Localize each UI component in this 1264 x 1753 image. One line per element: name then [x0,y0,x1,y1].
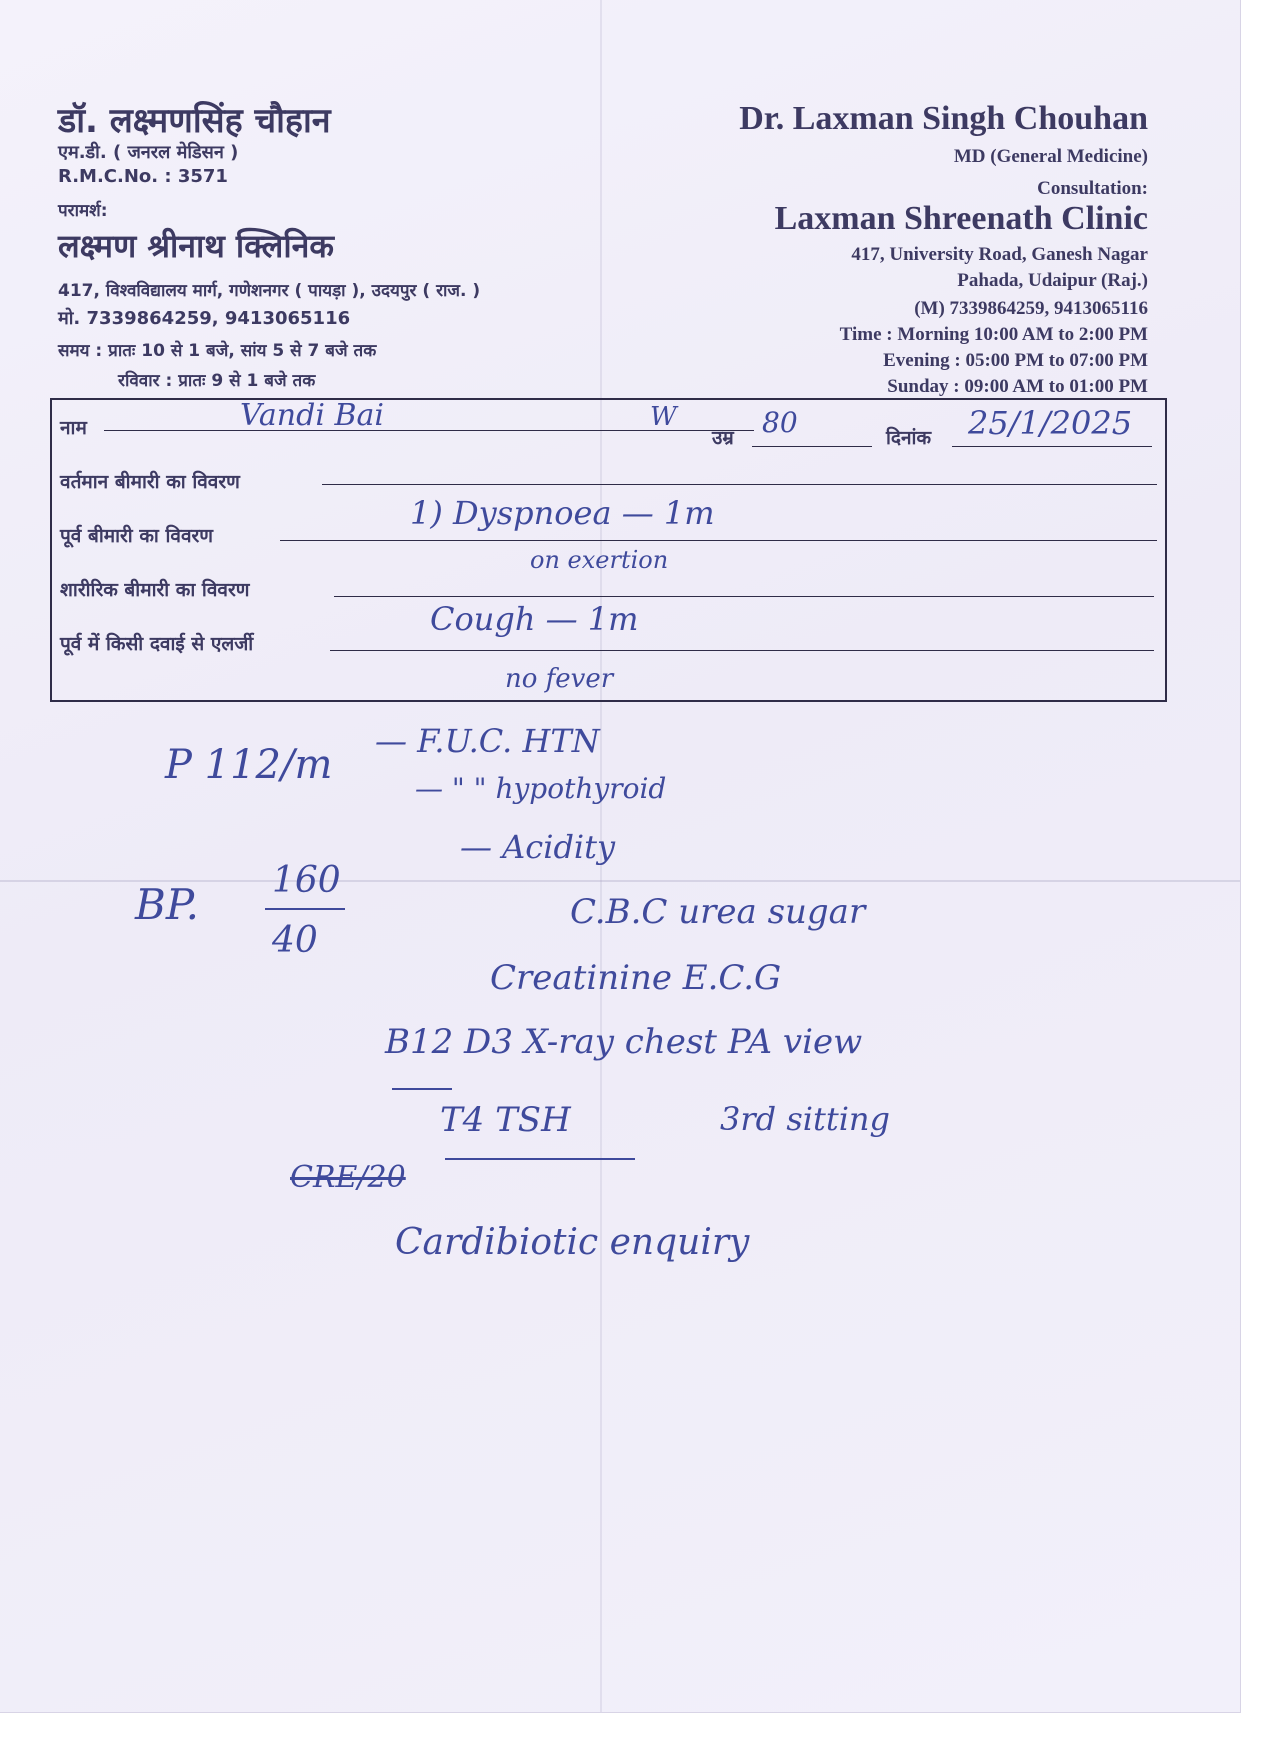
history-acidity: — Acidity [460,828,616,866]
degree-english: MD (General Medicine) [953,146,1148,167]
patient-sex-handwritten: W [650,402,677,432]
address-line2-english: Pahada, Udaipur (Raj.) [957,270,1148,291]
current-illness-label: वर्तमान बीमारी का विवरण [60,471,240,493]
evening-timing-english: Evening : 05:00 PM to 07:00 PM [883,350,1148,371]
history-hypothyroid: — " " hypothyroid [415,772,667,805]
sunday-timing-english: Sunday : 09:00 AM to 01:00 PM [887,376,1148,397]
name-label: नाम [60,417,87,439]
history-htn: — F.U.C. HTN [375,722,600,760]
thyroid-underline [445,1158,635,1160]
sunday-timing-hindi: रविवार : प्रातः 9 से 1 बजे तक [118,371,316,391]
bp-fraction-line [265,908,345,910]
complaint-cough: Cough — 1m [430,600,639,638]
bp-systolic: 160 [272,860,341,901]
physical-illness-underline [334,596,1154,597]
medication-note: Cardibiotic enquiry [395,1222,750,1263]
complaint-dyspnoea-detail: on exertion [530,546,669,574]
visit-date-handwritten: 25/1/2025 [968,404,1133,442]
struck-out-note: CRE/20 [290,1160,406,1195]
clinic-name-hindi: लक्ष्मण श्रीनाथ क्लिनिक [58,227,334,265]
date-label: दिनांक [886,427,932,449]
past-illness-label: पूर्व बीमारी का विवरण [60,525,214,547]
timing-hindi: समय : प्रातः 10 से 1 बजे, सांय 5 से 7 बजे तक [58,341,377,361]
physical-illness-label: शारीरिक बीमारी का विवरण [60,579,250,601]
sitting-note: 3rd sitting [720,1100,891,1138]
current-illness-underline [322,484,1157,485]
doctor-name-hindi: डॉ. लक्ष्मणसिंह चौहान [58,101,331,141]
consultation-label-hindi: परामर्श: [58,201,108,221]
investigation-thyroid: T4 TSH [440,1100,571,1140]
address-hindi: 417, विश्वविद्यालय मार्ग, गणेशनगर ( पायड़ा ), उदयपुर ( राज. ) [58,281,481,301]
clinic-name-english: Laxman Shreenath Clinic [774,200,1148,237]
address-line1-english: 417, University Road, Ganesh Nagar [851,244,1148,265]
consultation-label-english: Consultation: [1037,178,1148,199]
bp-label: BP. [135,880,199,929]
drug-allergy-label: पूर्व में किसी दवाई से एलर्जी [60,633,254,655]
degree-hindi: एम.डी. ( जनरल मेडिसन ) [58,142,239,163]
investigation-creatinine-ecg: Creatinine E.C.G [490,958,782,998]
drug-allergy-underline [330,650,1154,651]
bp-diastolic: 40 [272,920,318,961]
patient-age-handwritten: 80 [762,406,798,439]
age-label: उम्र [712,427,734,449]
date-underline [952,446,1152,447]
pulse-reading: P 112/m [165,742,333,788]
mobile-hindi: मो. 7339864259, 9413065116 [58,308,351,329]
mobile-english: (M) 7339864259, 9413065116 [914,298,1148,319]
patient-name-handwritten: Vandi Bai [240,398,384,433]
investigation-b12-xray: B12 D3 X-ray chest PA view [385,1022,863,1062]
age-underline [752,446,872,447]
investigation-cbc: C.B.C urea sugar [570,892,866,932]
complaint-dyspnoea: 1) Dyspnoea — 1m [410,494,715,532]
morning-timing-english: Time : Morning 10:00 AM to 2:00 PM [839,324,1148,345]
doctor-name-english: Dr. Laxman Singh Chouhan [739,100,1148,137]
complaint-cough-detail: no fever [505,664,614,694]
past-illness-underline [280,540,1157,541]
b12-underline [392,1088,452,1090]
rmc-number: R.M.C.No. : 3571 [58,166,228,187]
